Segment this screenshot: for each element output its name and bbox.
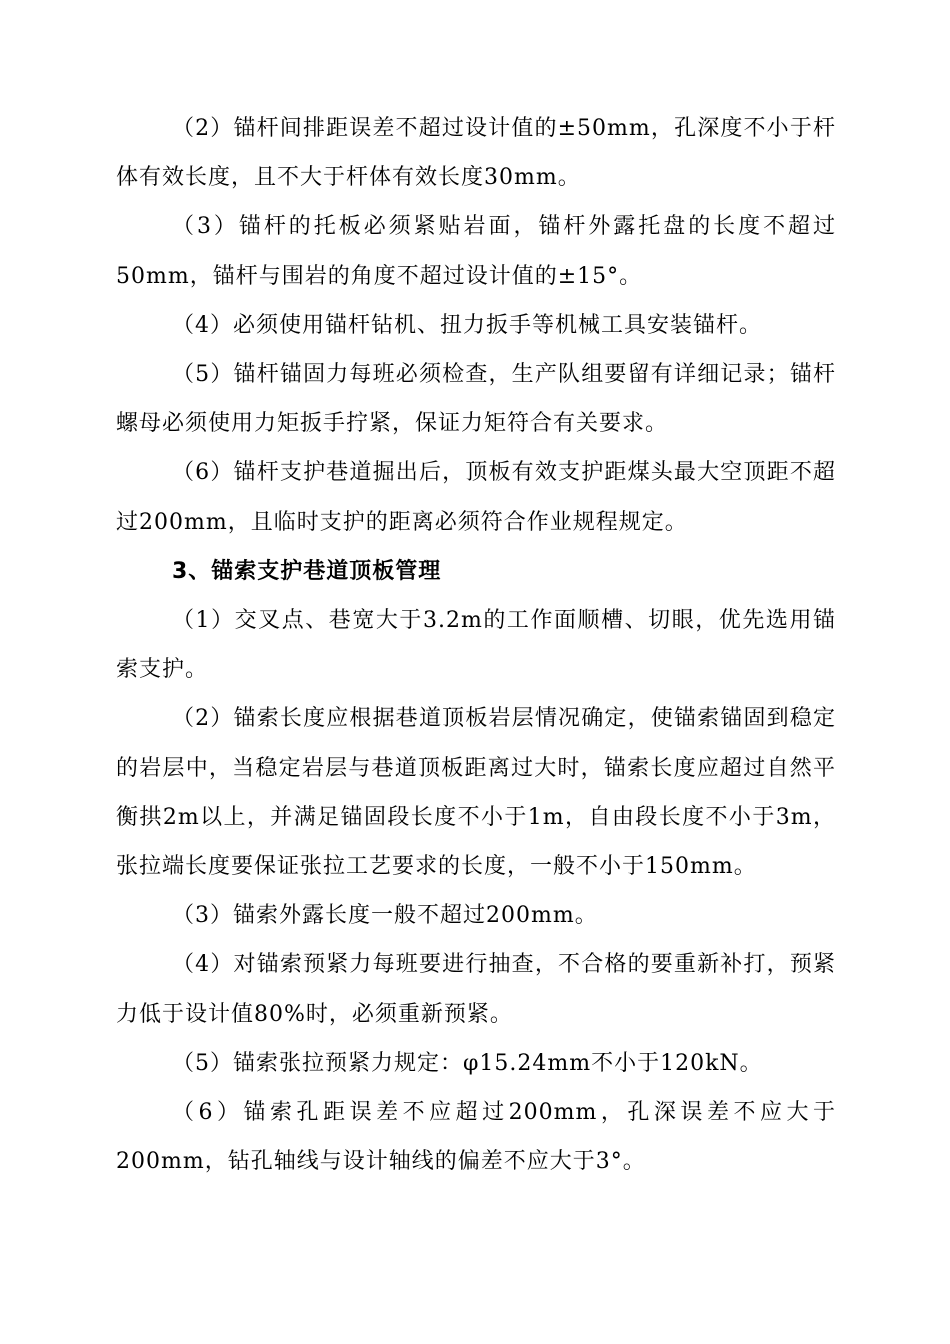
document-body bbox=[116, 104, 836, 1186]
paragraph-anchor-inspection: （5）锚杆锚固力每班必须检查，生产队组要留有详细记录；锚杆螺母必须使用力矩扳手拧紧，保证力矩符合有关要求。 bbox=[116, 362, 836, 437]
paragraph-anchor-tools: （4）必须使用锚杆钻机、扭力扳手等机械工具安装锚杆。 bbox=[172, 312, 762, 338]
paragraph-cable-exposed: （3）锚索外露长度一般不超过200mm。 bbox=[172, 903, 598, 929]
paragraph-cable-hole-tolerance: （6）锚索孔距误差不应超过200mm，孔深误差不应大于200mm，钻孔轴线与设计轴线的偏差不应大于3°。 bbox=[116, 1100, 836, 1175]
paragraph-cable-length: （2）锚索长度应根据巷道顶板岩层情况确定，使锚索锚固到稳定的岩层中，当稳定岩层与巷道顶板距离过大时，锚索长度应超过自然平衡拱2m以上，并满足锚固段长度不小于1m，自由段长度不小于3m，张拉端长度要保证张拉工艺要求的长度，一般不小于150mm。 bbox=[116, 706, 836, 880]
paragraph-cable-pretension-spec: （5）锚索张拉预紧力规定：φ15.24mm不小于120kN。 bbox=[172, 1050, 763, 1076]
paragraph-cable-pretension-check: （4）对锚索预紧力每班要进行抽查，不合格的要重新补打，预紧力低于设计值80%时，必须重新预紧。 bbox=[116, 952, 836, 1027]
paragraph-anchor-spacing: （2）锚杆间排距误差不超过设计值的±50mm，孔深度不小于杆体有效长度，且不大于杆体有效长度30mm。 bbox=[116, 116, 836, 191]
paragraph-cable-usage: （1）交叉点、巷宽大于3.2m的工作面顺槽、切眼，优先选用锚索支护。 bbox=[116, 608, 836, 683]
paragraph-anchor-roof-distance: （6）锚杆支护巷道掘出后，顶板有效支护距煤头最大空顶距不超过200mm，且临时支护的距离必须符合作业规程规定。 bbox=[116, 460, 836, 535]
paragraph-anchor-plate: （3）锚杆的托板必须紧贴岩面，锚杆外露托盘的长度不超过50mm，锚杆与围岩的角度不超过设计值的±15°。 bbox=[116, 214, 836, 289]
section-heading: 3、锚索支护巷道顶板管理 bbox=[172, 558, 442, 584]
